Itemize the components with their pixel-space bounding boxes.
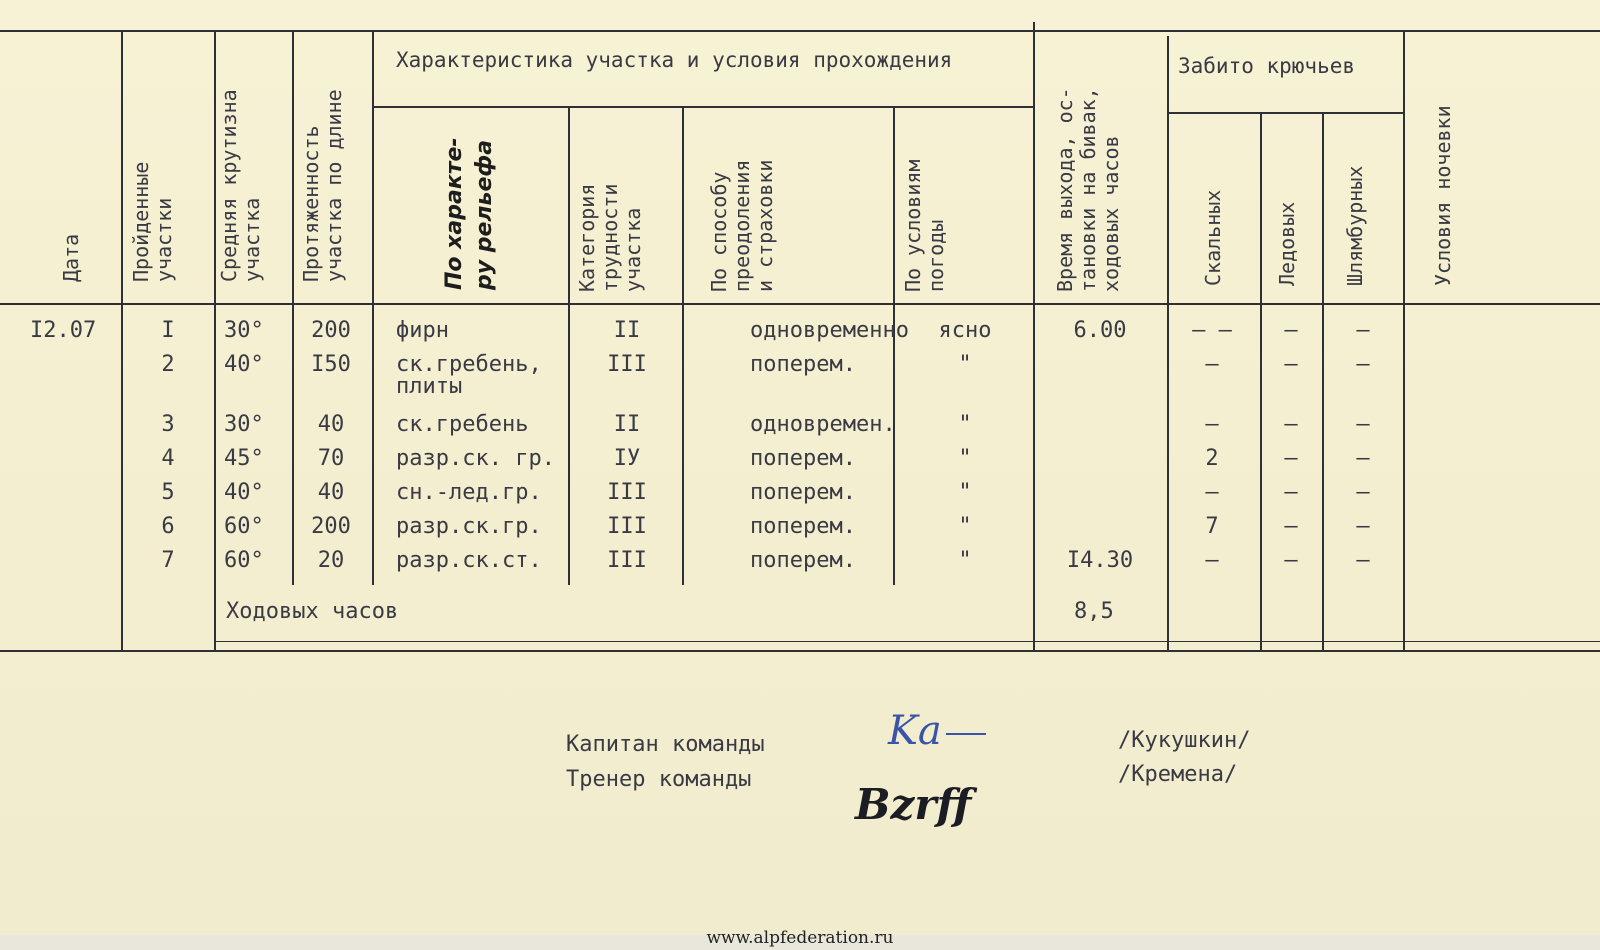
cell-weather: " bbox=[958, 548, 972, 573]
captain-name: /Кукушкин/ bbox=[1118, 728, 1251, 753]
trainer-signature: Bzrff bbox=[855, 780, 972, 829]
cell-time: 6.00 bbox=[1073, 318, 1127, 343]
cell-ice-hooks: – bbox=[1284, 514, 1298, 539]
total-label: Ходовых часов bbox=[226, 599, 399, 624]
cell-ice-hooks: – bbox=[1284, 480, 1298, 505]
cell-weather: " bbox=[958, 352, 972, 377]
trainer-label: Тренер команды bbox=[566, 767, 752, 792]
cell-ice-hooks: – bbox=[1284, 318, 1298, 343]
cell-ice-hooks: – bbox=[1284, 352, 1298, 377]
cell-weather: " bbox=[958, 446, 972, 471]
cell-relief: ск.гребень bbox=[396, 412, 529, 437]
cell-section-number: 3 bbox=[161, 412, 175, 437]
cell-rock-hooks: – – bbox=[1192, 318, 1232, 343]
header-relief: По характе- ру рельефа bbox=[442, 137, 497, 290]
cell-method: поперем. bbox=[750, 514, 856, 539]
total-value: 8,5 bbox=[1074, 599, 1114, 624]
header-category: Категория трудности участка bbox=[575, 183, 645, 292]
cell-length: 40 bbox=[317, 480, 345, 505]
cell-weather: " bbox=[958, 412, 972, 437]
trainer-name: /Кремена/ bbox=[1118, 762, 1238, 787]
header-bolt-hooks: Шлямбурных bbox=[1343, 165, 1367, 286]
header-steepness: Средняя крутизна участка bbox=[217, 89, 264, 282]
cell-rock-hooks: – bbox=[1205, 412, 1219, 437]
header-date: Дата bbox=[59, 233, 83, 282]
header-method: По способу преодоления и страховки bbox=[707, 159, 777, 292]
cell-rock-hooks: 7 bbox=[1205, 514, 1219, 539]
cell-method: поперем. bbox=[750, 480, 856, 505]
cell-weather: ясно bbox=[938, 318, 992, 343]
cell-category: II bbox=[613, 318, 641, 343]
cell-length: 20 bbox=[317, 548, 345, 573]
header-length: Протяженность участка по длине bbox=[299, 89, 346, 282]
cell-steepness: 40° bbox=[224, 480, 264, 505]
cell-bolt-hooks: – bbox=[1356, 318, 1370, 343]
cell-relief: разр.ск.гр. bbox=[396, 514, 542, 539]
cell-steepness: 30° bbox=[224, 318, 264, 343]
cell-method: одновременно bbox=[750, 318, 909, 343]
cell-category: III bbox=[607, 548, 647, 573]
cell-time: I4.30 bbox=[1066, 548, 1134, 573]
cell-steepness: 45° bbox=[224, 446, 264, 471]
cell-relief-continued: плиты bbox=[396, 374, 463, 399]
cell-ice-hooks: – bbox=[1284, 548, 1298, 573]
cell-steepness: 60° bbox=[224, 514, 264, 539]
cell-length: 70 bbox=[317, 446, 345, 471]
captain-label: Капитан команды bbox=[566, 732, 765, 757]
cell-bolt-hooks: – bbox=[1356, 480, 1370, 505]
cell-relief: разр.ск.ст. bbox=[396, 548, 542, 573]
cell-date: I2.07 bbox=[30, 318, 97, 343]
header-overnight: Условия ночевки bbox=[1431, 105, 1455, 286]
cell-bolt-hooks: – bbox=[1356, 446, 1370, 471]
cell-length: 200 bbox=[311, 514, 351, 539]
cell-section-number: 6 bbox=[161, 514, 175, 539]
cell-section-number: 7 bbox=[161, 548, 175, 573]
cell-bolt-hooks: – bbox=[1356, 352, 1370, 377]
cell-category: II bbox=[613, 412, 641, 437]
cell-ice-hooks: – bbox=[1284, 412, 1298, 437]
header-time: Время выхода, ос- тановки на бивак, ходовых часов bbox=[1053, 87, 1123, 292]
cell-relief: фирн bbox=[396, 318, 449, 343]
cell-rock-hooks: 2 bbox=[1205, 446, 1219, 471]
cell-bolt-hooks: – bbox=[1356, 514, 1370, 539]
cell-method: поперем. bbox=[750, 548, 856, 573]
cell-length: 40 bbox=[317, 412, 345, 437]
header-hooks: Забито крючьев bbox=[1178, 54, 1356, 78]
header-characteristics: Характеристика участка и условия прохождения bbox=[396, 48, 953, 72]
cell-length: I50 bbox=[311, 352, 351, 377]
cell-relief: ск.гребень, bbox=[396, 352, 542, 377]
cell-method: поперем. bbox=[750, 446, 856, 471]
cell-steepness: 60° bbox=[224, 548, 264, 573]
cell-weather: " bbox=[958, 514, 972, 539]
footer-url: www.alpfederation.ru bbox=[706, 928, 894, 948]
cell-bolt-hooks: – bbox=[1356, 412, 1370, 437]
header-sections: Пройденные участки bbox=[129, 161, 176, 282]
cell-category: IУ bbox=[613, 446, 641, 471]
cell-bolt-hooks: – bbox=[1356, 548, 1370, 573]
header-rock-hooks: Скальных bbox=[1201, 189, 1225, 286]
cell-section-number: 5 bbox=[161, 480, 175, 505]
cell-rock-hooks: – bbox=[1205, 548, 1219, 573]
cell-section-number: 2 bbox=[161, 352, 175, 377]
cell-method: поперем. bbox=[750, 352, 856, 377]
cell-rock-hooks: – bbox=[1205, 480, 1219, 505]
cell-category: III bbox=[607, 480, 647, 505]
cell-category: III bbox=[607, 352, 647, 377]
cell-weather: " bbox=[958, 480, 972, 505]
header-ice-hooks: Ледовых bbox=[1275, 201, 1299, 286]
cell-section-number: 4 bbox=[161, 446, 175, 471]
header-weather: По условиям погоды bbox=[901, 159, 948, 292]
cell-category: III bbox=[607, 514, 647, 539]
cell-rock-hooks: – bbox=[1205, 352, 1219, 377]
cell-steepness: 30° bbox=[224, 412, 264, 437]
cell-ice-hooks: – bbox=[1284, 446, 1298, 471]
cell-method: одновремен. bbox=[750, 412, 896, 437]
cell-steepness: 40° bbox=[224, 352, 264, 377]
cell-length: 200 bbox=[311, 318, 351, 343]
cell-section-number: I bbox=[161, 318, 175, 343]
cell-relief: разр.ск. гр. bbox=[396, 446, 555, 471]
cell-relief: сн.-лед.гр. bbox=[396, 480, 542, 505]
captain-signature: Ka bbox=[888, 708, 986, 754]
